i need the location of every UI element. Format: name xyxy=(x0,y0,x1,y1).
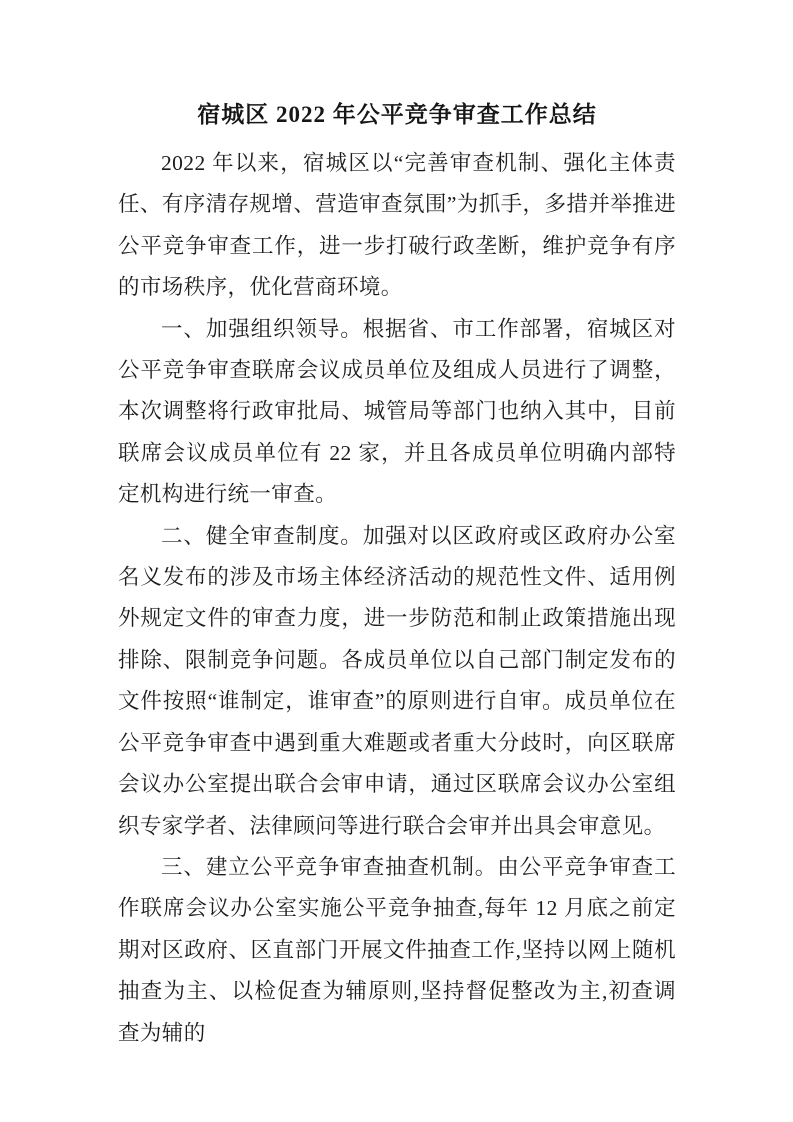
document-title: 宿城区 2022 年公平竞争审查工作总结 xyxy=(197,102,597,127)
paragraph-section-2: 二、健全审查制度。加强对以区政府或区政府办公室名义发布的涉及市场主体经济活动的规范性文件、适用例外规定文件的审查力度，进一步防范和制止政策措施出现排除、限制竞争问题。各成员单位以自己部门制定发布的文件按照“谁制定，谁审查”的原则进行自审。成员单位在公平竞争审查中遇到重大难题或者重大分歧时，向区联席会议办公室提出联合会审申请，通过区联席会议办公室组织专家学者、法律顾问等进行联合会审并出具会审意见。 xyxy=(118,523,676,838)
paragraph-section-3: 三、建立公平竞争审查抽查机制。由公平竞争审查工作联席会议办公室实施公平竞争抽查,每年 12 月底之前定期对区政府、区直部门开展文件抽查工作,坚持以网上随机抽查为主、以检促查为辅原则,坚持督促整改为主,初查调查为辅的 xyxy=(118,854,676,1045)
paragraph-intro: 2022 年以来，宿城区以“完善审查机制、强化主体责任、有序清存规增、营造审查氛围”为抓手，多措并举推进公平竞争审查工作，进一步打破行政垄断，维护竞争有序的市场秩序，优化营商环境。 xyxy=(118,151,676,300)
paragraph-section-1: 一、加强组织领导。根据省、市工作部署，宿城区对公平竞争审查联席会议成员单位及组成人员进行了调整，本次调整将行政审批局、城管局等部门也纳入其中，目前联席会议成员单位有 22 家，并且各成员单位明确内部特定机构进行统一审查。 xyxy=(118,316,676,507)
